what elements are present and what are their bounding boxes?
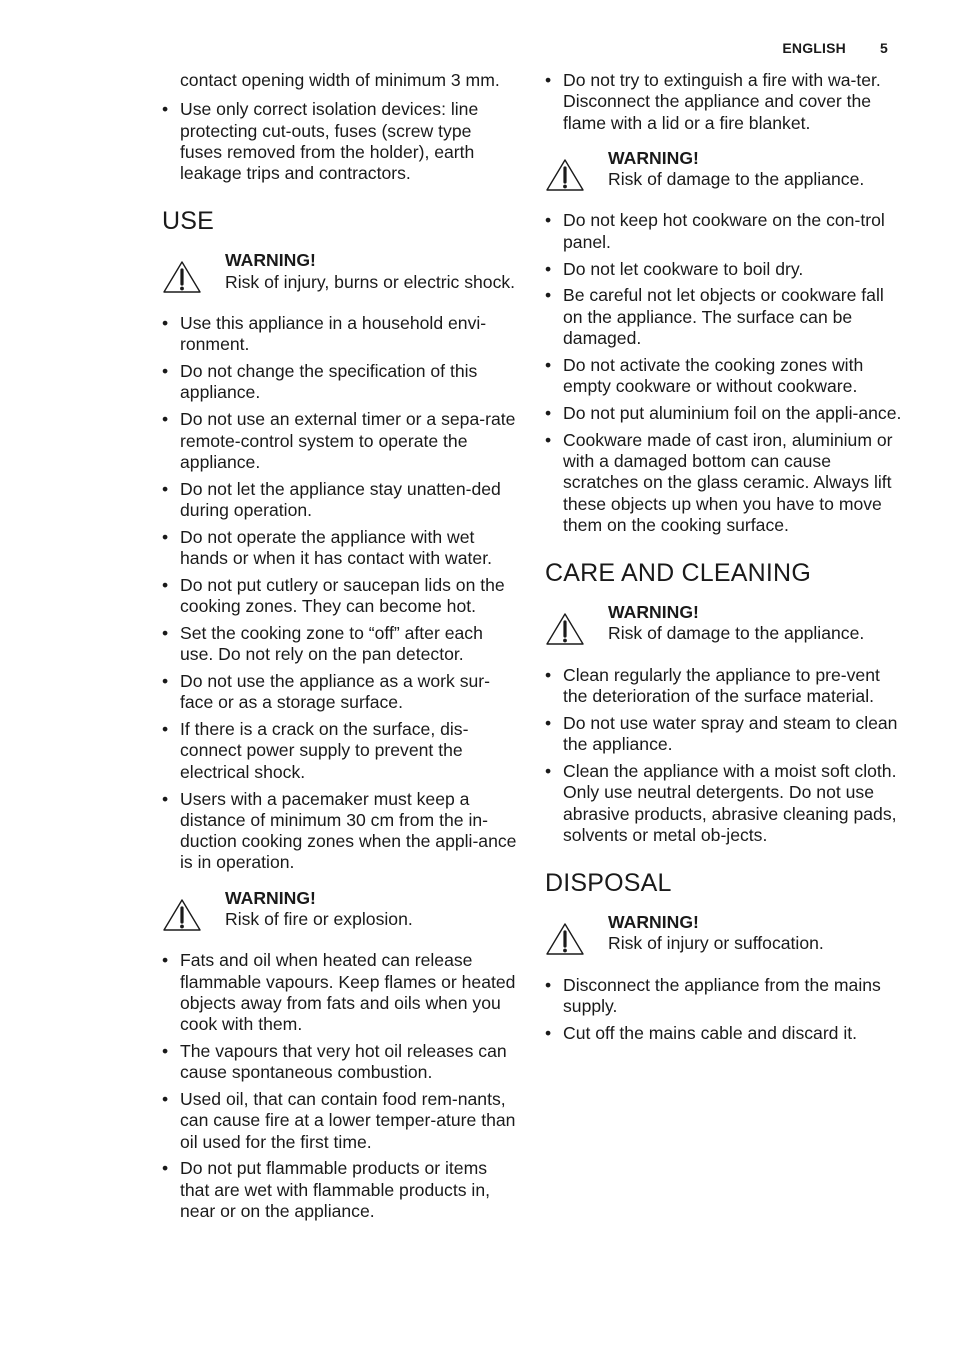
warning-triangle-icon	[162, 898, 202, 932]
bullet-text: Do not use the appliance as a work sur-face or as a storage surface.	[180, 671, 491, 713]
bullet-icon: •	[162, 950, 169, 971]
bullet-icon: •	[162, 788, 169, 809]
use-bullet-list	[162, 313, 518, 874]
bullet-item	[545, 665, 905, 708]
bullet-text: If there is a crack on the surface, dis-connect power supply to prevent the electrical shock.	[180, 719, 469, 782]
bullet-icon: •	[162, 719, 169, 740]
bullet-icon: •	[162, 574, 169, 595]
bullet-item	[162, 1041, 518, 1084]
bullet-item	[545, 210, 905, 253]
bullet-item	[162, 575, 518, 618]
bullet-icon: •	[162, 1089, 169, 1110]
bullet-text: Do not use water spray and steam to clean the appliance.	[563, 712, 898, 755]
bullet-item	[162, 527, 518, 570]
warning-block	[162, 888, 518, 931]
top-bullet-list	[545, 70, 905, 134]
warning-block	[545, 602, 905, 645]
warning-title: WARNING!	[608, 912, 699, 933]
disposal-bullet-list	[545, 975, 905, 1044]
bullet-text: Do not use an external timer or a sepa-rate remote-control system to operate the appliance.	[180, 409, 516, 472]
right-column	[545, 70, 905, 1050]
bullet-icon: •	[162, 478, 169, 499]
bullet-text: Do not put cutlery or saucepan lids on the cooking zones. They can become hot.	[180, 574, 505, 617]
bullet-item	[545, 259, 905, 280]
bullet-text: Used oil, that can contain food rem-nants, can cause fire at a lower temper-ature than oil used for the first time.	[180, 1089, 516, 1152]
bullet-item	[545, 713, 905, 756]
bullet-item	[162, 719, 518, 783]
bullet-text: Cookware made of cast iron, aluminium or with a damaged bottom can cause scratches on the glass ceramic. Always lift these objects up when you have to move them on the cooking surface.	[563, 429, 893, 535]
bullet-icon: •	[545, 354, 552, 375]
page-header	[782, 40, 888, 56]
bullet-icon: •	[545, 1022, 552, 1043]
bullet-icon: •	[162, 1040, 169, 1061]
bullet-icon: •	[545, 210, 552, 231]
bullet-item	[162, 1158, 518, 1222]
bullet-text: Do not let cookware to boil dry.	[563, 258, 804, 279]
bullet-item	[162, 479, 518, 522]
warning-block	[545, 912, 905, 955]
warning-text: Risk of injury, burns or electric shock.	[225, 271, 516, 292]
warning-block	[545, 148, 905, 191]
bullet-icon: •	[162, 671, 169, 692]
bullet-text: Use only correct isolation devices: line protecting cut-outs, fuses (screw type fuses removed from the holder), earth leakage trips and contractors.	[180, 99, 479, 184]
bullet-text: Cut off the mains cable and discard it.	[563, 1022, 858, 1043]
bullet-icon: •	[545, 70, 552, 90]
page-number: 5	[880, 40, 888, 56]
bullet-icon: •	[545, 285, 552, 306]
warning-triangle-icon	[545, 922, 585, 956]
bullet-icon: •	[545, 429, 552, 450]
warning-text: Risk of damage to the appliance.	[608, 623, 865, 644]
bullet-item	[545, 975, 905, 1018]
bullet-text: Do not put flammable products or items that are wet with flammable products in, near or on the appliance.	[180, 1158, 490, 1222]
bullet-item	[162, 99, 518, 184]
bullet-text: Do not keep hot cookware on the con-trol panel.	[563, 210, 885, 252]
warning-text: Risk of injury or suffocation.	[608, 933, 824, 954]
warning-triangle-icon	[545, 612, 585, 646]
bullet-item	[545, 1023, 905, 1044]
bullet-text: Clean the appliance with a moist soft cloth. Only use neutral detergents. Do not use abrasive products, abrasive cleaning pads, solvents or metal ob-jects.	[563, 760, 897, 845]
bullet-text: Do not put aluminium foil on the appli-ance.	[563, 402, 902, 423]
bullet-icon: •	[545, 664, 552, 685]
disposal-heading: DISPOSAL	[545, 869, 672, 898]
bullet-text: Do not let the appliance stay unatten-ded during operation.	[180, 478, 501, 520]
bullet-text: Clean regularly the appliance to pre-vent the deterioration of the surface material.	[563, 664, 880, 707]
bullet-item	[545, 355, 905, 398]
intro-bullet-list	[162, 99, 518, 184]
bullet-item	[545, 430, 905, 536]
warning-block	[162, 250, 518, 293]
bullet-item	[162, 1089, 518, 1153]
care-heading: CARE AND CLEANING	[545, 559, 811, 588]
bullet-icon: •	[162, 361, 169, 382]
use-heading: USE	[162, 207, 215, 236]
bullet-item	[162, 361, 518, 404]
language-label: ENGLISH	[782, 40, 846, 56]
warning-title: WARNING!	[608, 147, 699, 168]
warning-text: Risk of damage to the appliance.	[608, 169, 865, 190]
bullet-text: Do not change the specification of this appliance.	[180, 361, 478, 403]
bullet-item	[545, 70, 905, 134]
bullet-item	[162, 313, 518, 356]
bullet-text: Set the cooking zone to “off” after each use. Do not rely on the pan detector.	[180, 622, 483, 665]
bullet-text: Users with a pacemaker must keep a distance of minimum 30 cm from the in-duction cooking zones when the appli-ance is in operation.	[180, 788, 517, 873]
bullet-text: Do not try to extinguish a fire with wa-ter. Disconnect the appliance and cover the flame with a lid or a fire blanket.	[563, 70, 881, 133]
bullet-icon: •	[545, 258, 552, 279]
bullet-item	[545, 285, 905, 349]
warning-title: WARNING!	[225, 887, 316, 908]
bullet-text: Be careful not let objects or cookware fall on the appliance. The surface can be damaged.	[563, 285, 884, 348]
bullet-item	[162, 671, 518, 714]
bullet-icon: •	[545, 712, 552, 733]
bullet-icon: •	[162, 622, 169, 643]
bullet-text: Use this appliance in a household envi-ronment.	[180, 313, 487, 355]
bullet-item	[162, 950, 518, 1035]
bullet-text: Disconnect the appliance from the mains supply.	[563, 974, 881, 1016]
warning-text: Risk of fire or explosion.	[225, 909, 413, 929]
continued-text: contact opening width of minimum 3 mm.	[180, 70, 500, 90]
bullet-icon: •	[162, 409, 169, 430]
bullet-icon: •	[545, 402, 552, 423]
bullet-item	[545, 761, 905, 846]
bullet-item	[162, 789, 518, 874]
care-bullet-list	[545, 665, 905, 846]
damage-bullet-list	[545, 210, 905, 536]
warning-title: WARNING!	[608, 602, 699, 623]
fire-bullet-list	[162, 950, 518, 1222]
bullet-icon: •	[162, 526, 169, 547]
bullet-text: Do not operate the appliance with wet hands or when it has contact with water.	[180, 526, 492, 569]
warning-title: WARNING!	[225, 250, 316, 271]
left-column	[162, 70, 518, 1228]
bullet-text: Do not activate the cooking zones with empty cookware or without cookware.	[563, 354, 864, 397]
bullet-text: The vapours that very hot oil releases can cause spontaneous combustion.	[180, 1040, 507, 1083]
bullet-item	[545, 403, 905, 424]
bullet-item	[162, 623, 518, 666]
bullet-text: Fats and oil when heated can release flammable vapours. Keep flames or heated objects away from fats and oils when you cook with them.	[180, 950, 516, 1035]
bullet-icon: •	[162, 99, 169, 120]
bullet-icon: •	[162, 313, 169, 334]
bullet-icon: •	[545, 760, 552, 781]
bullet-icon: •	[545, 974, 552, 995]
warning-triangle-icon	[162, 260, 202, 294]
bullet-icon: •	[162, 1158, 169, 1179]
warning-triangle-icon	[545, 158, 585, 192]
bullet-item	[162, 409, 518, 473]
